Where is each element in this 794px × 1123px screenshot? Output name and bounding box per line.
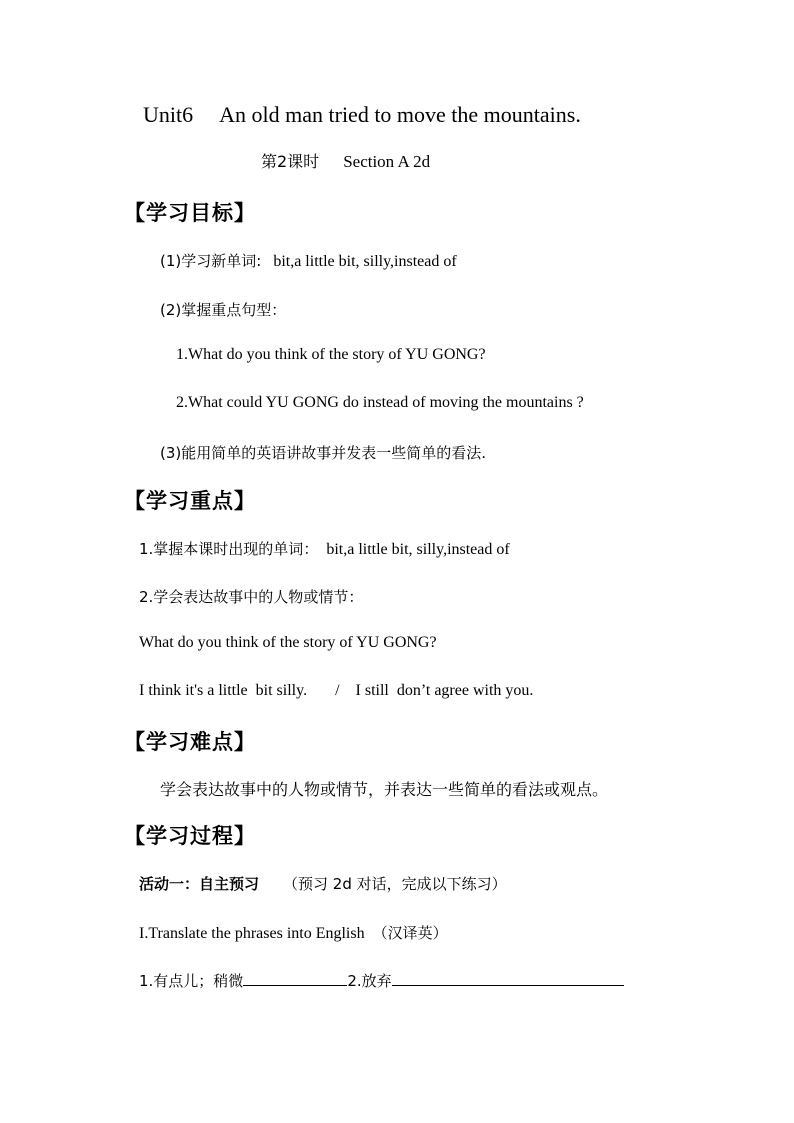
process-heading: 【学习过程】 [124,824,256,848]
exercise-q2-blank[interactable] [392,970,624,986]
section-label: Section A 2d [343,152,431,171]
key-points-question: What do you think of the story of YU GONG? [139,634,437,651]
goals-item-2: (2)掌握重点句型： [160,301,287,319]
goals-item-3: (3)能用简单的英语讲故事并发表一些简单的看法. [160,444,487,462]
activity-one-note: （预习 2d 对话，完成以下练习） [283,875,507,893]
exercise-row [139,970,624,991]
activity-one [139,873,507,894]
exercise-q2: 2.放弃 [347,972,392,990]
goals-sentence-2: 2.What could YU GONG do instead of moving the mountains ? [176,394,584,411]
translate-instruction-text: I.Translate the phrases into English [139,925,365,942]
key-points-answer: I think it's a little bit silly. / I still don’t agree with you. [139,682,534,699]
goals-heading: 【学习目标】 [124,201,256,225]
goals-item-1-words: bit,a little bit, silly,instead of [273,253,457,270]
goals-item-1-label: (1)学习新单词: [160,252,262,270]
unit-title: An old man tried to move the mountains. [219,102,581,127]
difficulties-heading: 【学习难点】 [124,730,256,754]
key-points-item-1-label: 1.掌握本课时出现的单词： [139,540,319,558]
page-title [143,102,581,128]
translate-instruction-cn: （汉译英） [372,924,448,942]
goals-sentence-1: 1.What do you think of the story of YU GONG? [176,346,486,363]
key-points-item-2: 2.学会表达故事中的人物或情节： [139,588,364,606]
key-points-heading: 【学习重点】 [124,489,256,513]
exercise-q1-blank[interactable] [243,970,347,986]
unit-label: Unit6 [143,102,194,127]
goals-item-1 [160,250,457,271]
lesson-number: 第2课时 [261,152,320,171]
activity-one-label: 活动一：自主预习 [139,875,260,893]
key-points-item-1-words: bit,a little bit, silly,instead of [326,541,510,558]
exercise-q1: 1.有点儿；稍微 [139,972,244,990]
lesson-subtitle [261,149,430,172]
difficulties-text: 学会表达故事中的人物或情节，并表达一些简单的看法或观点。 [160,780,609,799]
translate-instruction [139,922,448,943]
key-points-item-1 [139,538,510,559]
